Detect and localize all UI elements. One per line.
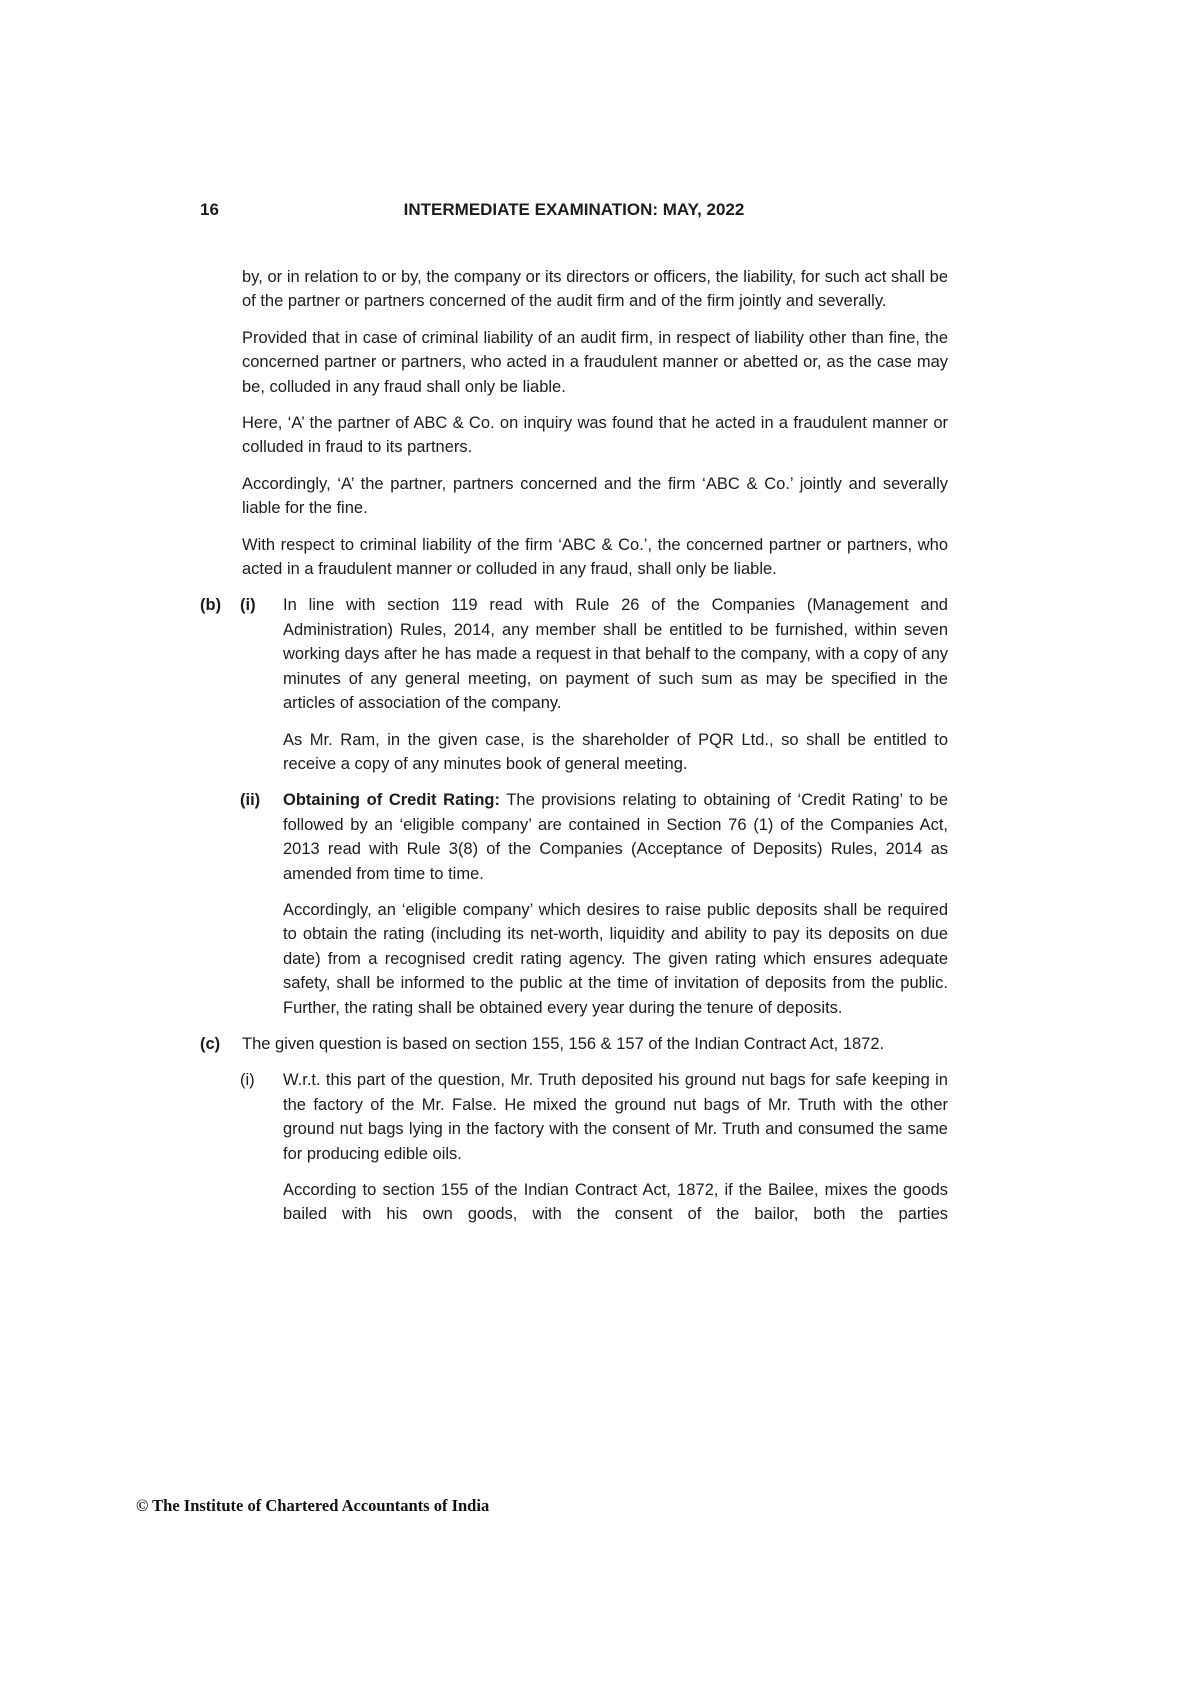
list-item-b-ii — [200, 788, 948, 886]
page-footer — [136, 1496, 489, 1516]
page-number: 16 — [200, 200, 219, 219]
paragraph-accordingly-fine: Accordingly, ‘A’ the partner, partners concerned and the firm ‘ABC & Co.’ jointly and severally liable for the fine. — [242, 474, 948, 518]
paragraph-b-ii-eligible-company: Accordingly, an ‘eligible company’ which desires to raise public deposits shall be required to obtain the rating (including its net-worth, liquidity and ability to pay its deposits on due date) from a recognised credit rating agency. The given rating which ensures adequate safety, shall be informed to the public at the time of invitation of deposits from the public. Further, the rating shall be obtained every year during the tenure of deposits. — [283, 900, 948, 1017]
document-body — [200, 265, 948, 1239]
list-item-c — [200, 1032, 948, 1056]
paragraph-partner-a-inquiry: Here, ‘A’ the partner of ABC & Co. on inquiry was found that he acted in a fraudulent manner or colluded in fraud to its partners. — [242, 414, 948, 457]
paragraph-b-ii-credit-rating — [283, 788, 948, 886]
paragraph-c-i-section-155: According to section 155 of the Indian Contract Act, 1872, if the Bailee, mixes the goods bailed with his own goods, with the consent of the bailor, both the parties — [283, 1181, 948, 1224]
page-header — [200, 200, 948, 220]
paragraph-b-i-mr-ram: As Mr. Ram, in the given case, is the shareholder of PQR Ltd., so shall be entitled to receive a copy of any minutes book of general meeting. — [283, 730, 948, 773]
list-item-c-i — [200, 1068, 948, 1166]
item-label-c: (c) — [200, 1034, 221, 1053]
item-label-c-i: (i) — [240, 1071, 255, 1090]
paragraph-proviso-criminal-liability: Provided that in case of criminal liability of an audit firm, in respect of liability other than fine, the concerned partner or partners, who acted in a fraudulent manner or abetted or, as the case may be, colluded in any fraud shall only be liable. — [242, 328, 948, 396]
item-label-b-i: (i) — [240, 596, 256, 615]
paragraph-b-ii-lead: Obtaining of Credit Rating: — [283, 791, 500, 810]
copyright-notice: © The Institute of Chartered Accountants of India — [136, 1496, 490, 1515]
item-label-b-ii: (ii) — [240, 791, 261, 810]
paragraph-c-contract-act: The given question is based on section 155, 156 & 157 of the Indian Contract Act, 1872. — [242, 1034, 885, 1053]
paragraph-with-respect-criminal: With respect to criminal liability of the firm ‘ABC & Co.’, the concerned partner or partners, who acted in a fraudulent manner or colluded in any fraud, shall only be liable. — [242, 535, 948, 579]
paragraph-b-i-section-119: In line with section 119 read with Rule 26 of the Companies (Management and Administration) Rules, 2014, any member shall be entitled to be furnished, within seven working days after he has made a request in that behalf to the company, with a copy of any minutes of any general meeting, on payment of such sum as may be specified in the articles of association of the company. — [283, 596, 948, 713]
paragraph-liability-jointly: by, or in relation to or by, the company or its directors or officers, the liability, for such act shall be of the partner or partners concerned of the audit firm and of the firm jointly and severally. — [242, 268, 948, 311]
paragraph-c-i-mr-truth: W.r.t. this part of the question, Mr. Truth deposited his ground nut bags for safe keeping in the factory of the Mr. False. He mixed the ground nut bags of Mr. Truth with the other ground nut bags lying in the factory with the consent of Mr. Truth and consumed the same for producing edible oils. — [283, 1071, 948, 1163]
item-label-b: (b) — [200, 596, 222, 615]
page-title: INTERMEDIATE EXAMINATION: MAY, 2022 — [403, 200, 745, 219]
paragraph-b-ii-text: The provisions relating to obtaining of ‘Credit Rating’ to be followed by an ‘eligible company’ are contained in Section 76 (1) of the Companies Act, 2013 read with Rule 3(8) of the Companies (Acceptance of Deposits) Rules, 2014 as amended from time to time. — [283, 791, 948, 883]
list-item-b-i — [200, 593, 948, 715]
